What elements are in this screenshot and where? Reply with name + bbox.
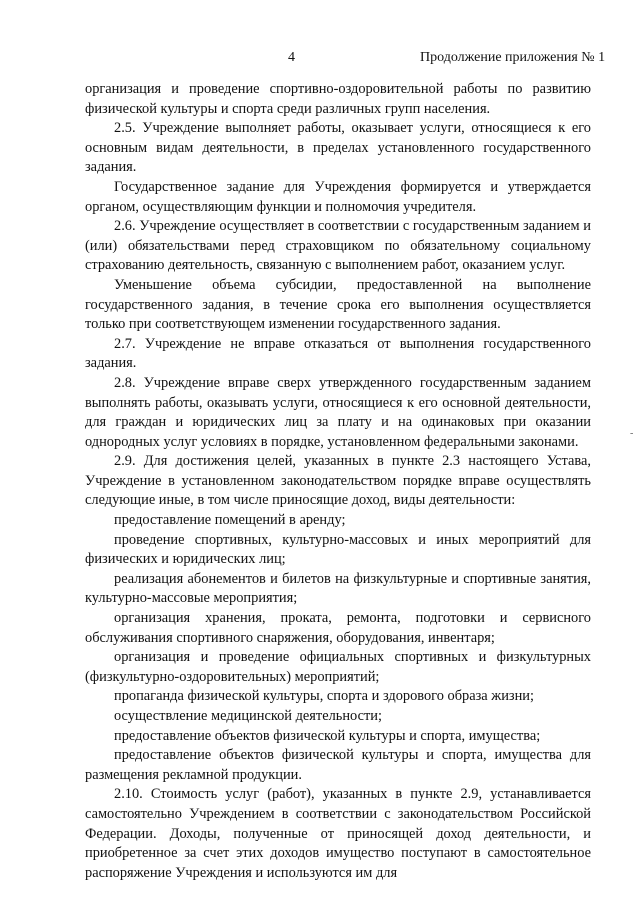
paragraph: пропаганда физической культуры, спорта и здорового образа жизни; [114,688,535,705]
paragraph: организация и проведение официальных спортивных и физкультурных (физкультурно-оздоровительных) мероприятий; [85,649,591,685]
paragraph: Уменьшение объема субсидии, предоставленной на выполнение государственного задания, в течение срока его выполнения осуществляется только при соответствующем изменении государственного задания. [85,276,591,333]
paragraph: осуществление медицинской деятельности; [114,708,382,724]
paragraph: реализация абонементов и билетов на физкультурные и спортивные занятия, культурно-массовые мероприятия; [85,570,591,607]
paragraph: Государственное задание для Учреждения формируется и утверждается органом, осуществляющим функции и полномочия учредителя. [85,178,591,215]
paragraph: проведение спортивных, культурно-массовых и иных мероприятий для физических и юридических лиц; [85,531,591,568]
appendix-continuation-note: Продолжение приложения № 1 [420,50,606,65]
paragraph: 2.10. Стоимость услуг (работ), указанных в пункте 2.9, устанавливается самостоятельно Учреждением в соответствии с законодательством Российской Федерации. Доходы, полученные от приносящей доход деятельности, и приобретенное за счет этих доходов имущество поступают в самостоятельное распоряжение Учреждения и используются им для [85,786,591,881]
paragraph: 2.5. Учреждение выполняет работы, оказывает услуги, относящиеся к его основным видам деятельности, в пределах установленного государственного задания. [85,120,591,176]
paragraph: 2.6. Учреждение осуществляет в соответствии с государственным заданием и (или) обязательствами перед страховщиком по обязательному социальному страхованию деятельность, связанную с выполнением работ, оказанием услуг. [85,218,591,274]
page-header [0,50,640,70]
paragraph: организация хранения, проката, ремонта, подготовки и сервисного обслуживания спортивного снаряжения, оборудования, инвентаря; [85,610,591,646]
margin-mark: - [630,428,634,439]
document-body [85,80,591,883]
paragraph: организация и проведение спортивно-оздоровительной работы по развитию физической культуры и спорта среди различных групп населения. [85,81,591,117]
page-number: 4 [288,50,295,65]
paragraph: предоставление объектов физической культуры и спорта, имущества; [114,727,541,744]
paragraph: предоставление объектов физической культуры и спорта, имущества для размещения рекламной продукции. [85,747,591,783]
paragraph: 2.7. Учреждение не вправе отказаться от выполнения государственного задания. [85,335,591,372]
paragraph: 2.8. Учреждение вправе сверх утвержденного государственным заданием выполнять работы, оказывать услуги, относящиеся к его основной деятельности, для граждан и юридических лиц за плату и на одинаковых при оказании однородных услуг условиях в порядке, установленном федеральными законами. [85,374,591,450]
paragraph: предоставление помещений в аренду; [114,512,346,529]
paragraph: 2.9. Для достижения целей, указанных в пункте 2.3 настоящего Устава, Учреждение в установленном законодательством порядке вправе осуществлять следующие иные, в том числе приносящие доход, виды деятельности: [85,453,591,509]
